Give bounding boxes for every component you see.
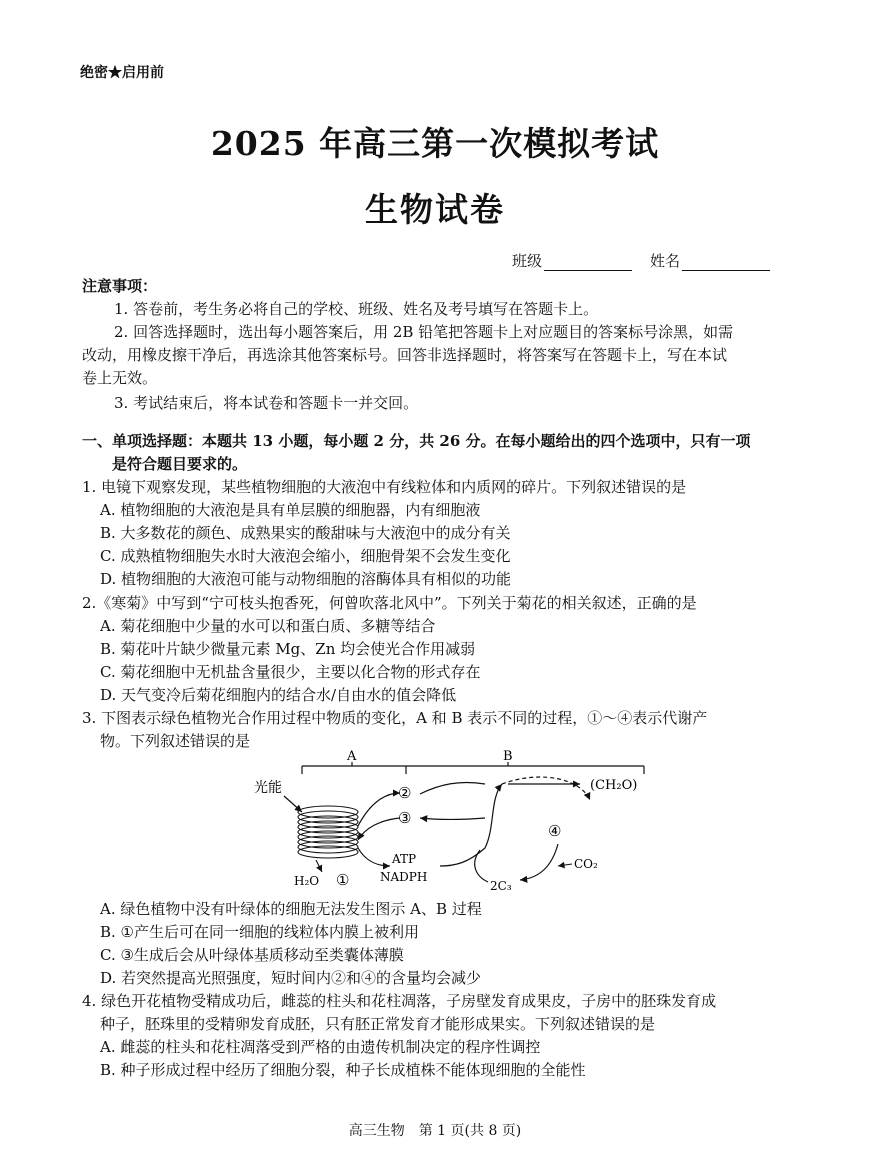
arrow-to-4 bbox=[502, 777, 590, 800]
q3-option-d: D. 若突然提高光照强度，短时间内②和④的含量均会减少 bbox=[100, 969, 482, 987]
q3-stem-cont: 物。下列叙述错误的是 bbox=[100, 732, 251, 750]
class-label: 班级 bbox=[512, 252, 543, 270]
thylakoid-stack-icon bbox=[298, 806, 358, 858]
arrow-to-atp bbox=[358, 848, 390, 866]
name-blank bbox=[682, 256, 770, 271]
q3-option-b: B. ①产生后可在同一细胞的线粒体内膜上被利用 bbox=[100, 923, 420, 941]
arrow-from-3 bbox=[358, 818, 400, 840]
notes-item-3: 3. 考试结束后，将本试卷和答题卡一并交回。 bbox=[114, 394, 419, 412]
exam-title: 2025 年高三第一次模拟考试 bbox=[210, 124, 660, 163]
circle-4: ④ bbox=[548, 822, 562, 840]
label-nadph: NADPH bbox=[380, 870, 428, 884]
circle-3: ③ bbox=[398, 809, 412, 827]
confidential-label: 绝密★启用前 bbox=[80, 65, 164, 81]
exam-subtitle: 生物试卷 bbox=[365, 190, 505, 229]
arrow-2c3-to-cycle bbox=[475, 850, 488, 882]
q1-option-c: C. 成熟植物细胞失水时大液泡会缩小，细胞骨架不会发生变化 bbox=[100, 547, 511, 565]
notes-item-2: 2. 回答选择题时，选出每小题答案后，用 2B 铅笔把答题卡上对应题目的答案标号涂黑，如需 bbox=[114, 323, 734, 341]
notes-item-2-end: 卷上无效。 bbox=[82, 369, 158, 387]
name-field bbox=[650, 250, 770, 271]
class-field bbox=[512, 250, 632, 271]
label-process-a: A bbox=[347, 749, 357, 764]
q4-stem-cont: 种子，胚珠里的受精卵发育成胚，只有胚正常发育才能形成果实。下列叙述错误的是 bbox=[100, 1015, 656, 1033]
q2-option-a: A. 菊花细胞中少量的水可以和蛋白质、多糖等结合 bbox=[100, 617, 436, 635]
q4-option-b: B. 种子形成过程中经历了细胞分裂，种子长成植株不能体现细胞的全能性 bbox=[100, 1061, 586, 1079]
q1-option-d: D. 植物细胞的大液泡可能与动物细胞的溶酶体具有相似的功能 bbox=[100, 570, 512, 588]
label-process-b: B bbox=[503, 749, 513, 764]
q3-stem: 3. 下图表示绿色植物光合作用过程中物质的变化，A 和 B 表示不同的过程，①～④表示代谢产 bbox=[82, 709, 708, 727]
label-atp: ATP bbox=[392, 852, 417, 866]
notes-item-1: 1. 答卷前，考生务必将自己的学校、班级、姓名及考号填写在答题卡上。 bbox=[114, 300, 599, 318]
co2-arrow bbox=[558, 864, 572, 866]
label-ch2o: (CH₂O) bbox=[590, 778, 638, 793]
q1-option-b: B. 大多数花的颜色、成熟果实的酸甜味与大液泡中的成分有关 bbox=[100, 524, 511, 542]
water-split-arrow bbox=[316, 860, 322, 872]
label-h2o: H₂O bbox=[294, 874, 320, 888]
q4-option-a: A. 雌蕊的柱头和花柱凋落受到严格的由遗传机制决定的程序性调控 bbox=[100, 1038, 541, 1056]
section-heading-cont: 是符合题目要求的。 bbox=[112, 455, 248, 473]
q2-option-d: D. 天气变冷后菊花细胞内的结合水/自由水的值会降低 bbox=[100, 686, 457, 704]
q1-option-a: A. 植物细胞的大液泡是具有单层膜的细胞器，内有细胞液 bbox=[100, 501, 481, 519]
section-heading: 一、单项选择题：本题共 13 小题，每小题 2 分，共 26 分。在每小题给出的四个选项中，只有一项 bbox=[82, 432, 751, 450]
q2-stem: 2.《寒菊》中写到“宁可枝头抱香死，何曾吹落北风中”。下列关于菊花的相关叙述，正确的是 bbox=[82, 594, 697, 612]
name-label: 姓名 bbox=[650, 252, 681, 270]
arrow-to-2 bbox=[358, 793, 400, 826]
q3-option-c: C. ③生成后会从叶绿体基质移动至类囊体薄膜 bbox=[100, 946, 404, 964]
q4-stem: 4. 绿色开花植物受精成功后，雌蕊的柱头和花柱凋落，子房壁发育成果皮，子房中的胚珠发育成 bbox=[82, 992, 717, 1010]
circle-2: ② bbox=[398, 784, 412, 802]
circle-1: ① bbox=[336, 871, 350, 889]
label-2c3: 2C₃ bbox=[490, 879, 512, 893]
arrow-atp-to-cycle bbox=[440, 784, 502, 866]
label-light-energy: 光能 bbox=[254, 780, 282, 796]
arrow-cycle-to-3 bbox=[420, 818, 485, 820]
notes-item-2-cont: 改动，用橡皮擦干净后，再选涂其他答案标号。回答非选择题时，将答案写在答题卡上，写在本试 bbox=[82, 346, 728, 364]
photosynthesis-diagram bbox=[240, 748, 660, 896]
q2-option-c: C. 菊花细胞中无机盐含量很少，主要以化合物的形式存在 bbox=[100, 663, 481, 681]
label-co2: CO₂ bbox=[574, 857, 598, 871]
class-blank bbox=[544, 256, 632, 271]
q1-stem: 1. 电镜下观察发现，某些植物细胞的大液泡中有线粒体和内质网的碎片。下列叙述错误的是 bbox=[82, 478, 687, 496]
q3-option-a: A. 绿色植物中没有叶绿体的细胞无法发生图示 A、B 过程 bbox=[100, 900, 482, 918]
notes-heading: 注意事项： bbox=[82, 277, 158, 295]
q2-option-b: B. 菊花叶片缺少微量元素 Mg、Zn 均会使光合作用减弱 bbox=[100, 640, 476, 658]
arrow-4-to-2c3 bbox=[520, 844, 558, 880]
arrow-2-to-cycle bbox=[420, 782, 485, 794]
page-footer: 高三生物 第 1 页(共 8 页) bbox=[348, 1123, 522, 1139]
